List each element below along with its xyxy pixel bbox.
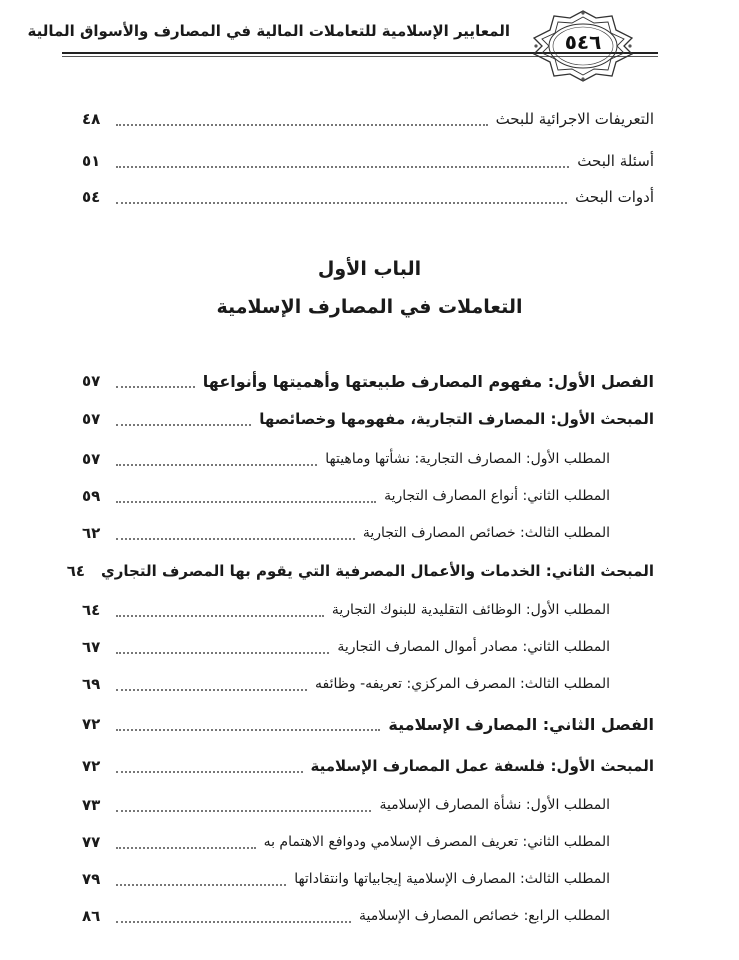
- toc-entry-page: ٦٢: [82, 524, 101, 542]
- toc-entry-title: المطلب الثالث: المصارف الإسلامية إيجابياتها وانتقاداتها: [294, 871, 610, 887]
- toc-entry-page: ٥٤: [82, 188, 101, 206]
- toc-entry-title: المطلب الثاني: مصادر أموال المصارف التجارية: [337, 639, 610, 655]
- leader-dots: [116, 652, 329, 654]
- toc-entry-subsection[interactable]: [82, 444, 654, 474]
- leader-dots: [116, 424, 251, 426]
- toc-entry-subsection[interactable]: [82, 901, 654, 931]
- toc-entry-title: المطلب الثاني: أنواع المصارف التجارية: [384, 488, 610, 504]
- toc-entry-title: المبحث الثاني: الخدمات والأعمال المصرفية التي يقوم بها المصرف التجاري: [101, 562, 654, 580]
- toc-entry-page: ٦٩: [82, 675, 101, 693]
- running-header: [0, 0, 739, 84]
- toc-entry-page: ٦٤: [82, 601, 101, 619]
- toc-entry-page: ٧٢: [82, 757, 101, 775]
- leader-dots: [116, 124, 488, 126]
- toc-entry-chapter[interactable]: [82, 366, 654, 396]
- toc-entry-subsection[interactable]: [82, 595, 654, 625]
- toc-entry-section[interactable]: [66, 556, 654, 586]
- toc-entry-page: ٧٢: [82, 715, 101, 733]
- leader-dots: [116, 884, 286, 886]
- toc-entry-title: أسئلة البحث: [577, 152, 654, 170]
- toc-entry-page: ٥٧: [82, 450, 101, 468]
- toc-entry-title: المبحث الأول: المصارف التجارية، مفهومها وخصائصها: [259, 410, 654, 428]
- leader-dots: [116, 501, 376, 503]
- leader-dots: [116, 771, 303, 773]
- toc-entry-subsection[interactable]: [82, 518, 654, 548]
- toc-entry-chapter[interactable]: [82, 709, 654, 739]
- toc-entry-title: المطلب الأول: الوظائف التقليدية للبنوك التجارية: [331, 602, 610, 618]
- toc-entry-page: ٦٧: [82, 638, 101, 656]
- leader-dots: [116, 729, 380, 731]
- toc-entry[interactable]: [82, 146, 654, 176]
- leader-dots: [116, 615, 324, 617]
- toc-entry-page: ٧٧: [82, 833, 101, 851]
- toc-entry-page: ٧٣: [82, 796, 101, 814]
- toc-entry-title: المطلب الأول: نشأة المصارف الإسلامية: [379, 797, 610, 813]
- toc-entry-title: المطلب الرابع: خصائص المصارف الإسلامية: [359, 908, 610, 924]
- toc-entry-subsection[interactable]: [82, 827, 654, 857]
- toc-entry-title: التعريفات الاجرائية للبحث: [495, 110, 654, 128]
- toc-entry-subsection[interactable]: [82, 669, 654, 699]
- toc-entry-subsection[interactable]: [82, 864, 654, 894]
- toc-entry-title: أدوات البحث: [575, 188, 654, 206]
- part-title: التعاملات في المصارف الإسلامية: [216, 296, 523, 318]
- toc-entry-section[interactable]: [82, 751, 654, 781]
- toc-entry-title: المبحث الأول: فلسفة عمل المصارف الإسلامية: [310, 757, 654, 775]
- toc-entry-title: المطلب الأول: المصارف التجارية: نشأتها وماهيتها: [325, 451, 610, 467]
- toc-entry-title: المطلب الثالث: خصائص المصارف التجارية: [362, 525, 610, 541]
- toc-entry-page: ٥٧: [82, 372, 101, 390]
- part-label: الباب الأول: [317, 258, 422, 280]
- toc-entry-page: ٥١: [82, 152, 101, 170]
- leader-dots: [116, 464, 317, 466]
- leader-dots: [116, 921, 351, 923]
- toc-entry[interactable]: [82, 182, 654, 212]
- toc-entry-title: المطلب الثاني: تعريف المصرف الإسلامي ودوافع الاهتمام به: [263, 834, 610, 850]
- leader-dots: [116, 386, 195, 388]
- toc-entry[interactable]: [82, 104, 654, 134]
- toc-entry-subsection[interactable]: [82, 632, 654, 662]
- toc-entry-title: الفصل الثاني: المصارف الإسلامية: [388, 714, 654, 734]
- toc-entry-title: الفصل الأول: مفهوم المصارف طبيعتها وأهميتها وأنواعها: [202, 371, 654, 391]
- toc-entry-page: ٥٧: [82, 410, 101, 428]
- leader-dots: [116, 689, 307, 691]
- toc-entry-page: ٦٤: [66, 562, 86, 580]
- leader-dots: [116, 810, 371, 812]
- book-title: المعايير الإسلامية للتعاملات المالية في المصارف والأسواق المالية: [27, 22, 510, 40]
- page-number: ٥٤٦: [564, 30, 602, 54]
- leader-dots: [116, 166, 569, 168]
- leader-dots: [116, 847, 256, 849]
- toc-entry-title: المطلب الثالث: المصرف المركزي: تعريفه- وظائفه: [315, 676, 610, 692]
- toc-entry-page: ٤٨: [82, 110, 101, 128]
- toc-entry-page: ٨٦: [82, 907, 101, 925]
- toc-entry-subsection[interactable]: [82, 790, 654, 820]
- toc-entry-subsection[interactable]: [82, 481, 654, 511]
- toc-entry-page: ٥٩: [82, 487, 101, 505]
- leader-dots: [116, 538, 355, 540]
- toc-entry-section[interactable]: [82, 404, 654, 434]
- toc-entry-page: ٧٩: [82, 870, 101, 888]
- leader-dots: [116, 202, 567, 204]
